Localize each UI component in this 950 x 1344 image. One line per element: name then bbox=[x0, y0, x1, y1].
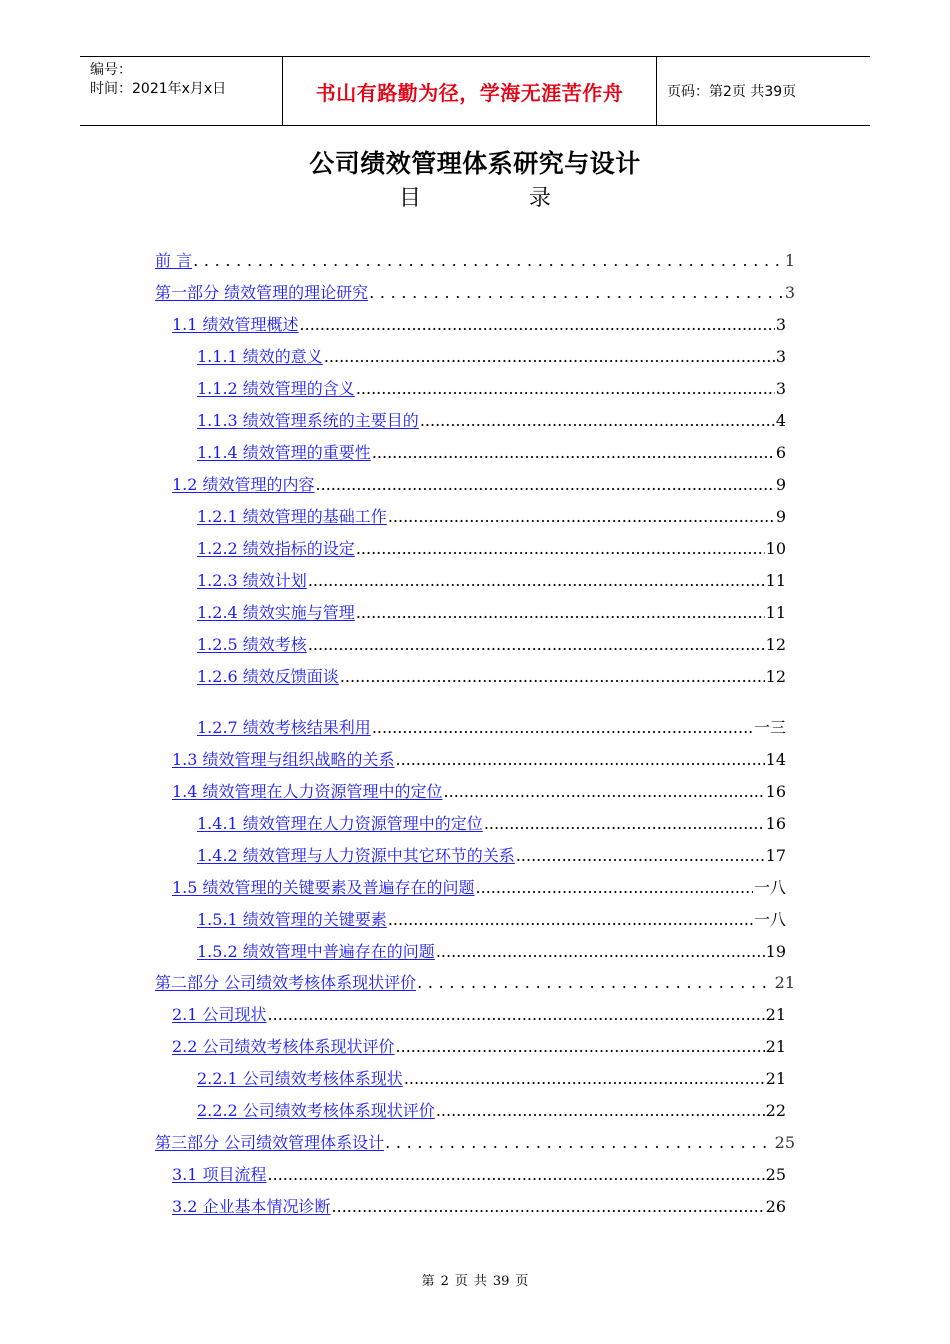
toc-entry[interactable] bbox=[197, 440, 786, 466]
toc-entry-page: 26 bbox=[765, 1197, 786, 1216]
toc-entry-link[interactable]: 1.1.3 绩效管理系统的主要目的 bbox=[197, 411, 419, 430]
toc-entry[interactable] bbox=[172, 779, 786, 805]
toc-heading-char-1: 目 bbox=[398, 186, 421, 211]
toc-entry-page: 10 bbox=[765, 539, 786, 558]
footer-text: 第 bbox=[421, 1274, 435, 1289]
toc-entry-page: 11 bbox=[765, 603, 786, 622]
toc-entry[interactable] bbox=[197, 344, 786, 370]
toc-entry[interactable] bbox=[197, 1098, 786, 1124]
toc-entry-link[interactable]: 1.2 绩效管理的内容 bbox=[172, 475, 315, 494]
toc-entry[interactable] bbox=[172, 1162, 786, 1188]
toc-entry-link[interactable]: 1.5.1 绩效管理的关键要素 bbox=[197, 910, 387, 929]
toc-entry-link[interactable]: 1.2.1 绩效管理的基础工作 bbox=[197, 507, 387, 526]
toc-entry-link[interactable]: 1.4.1 绩效管理在人力资源管理中的定位 bbox=[197, 814, 483, 833]
toc-entry-link[interactable]: 2.1 公司现状 bbox=[172, 1005, 267, 1024]
toc-entry-link[interactable]: 1.4 绩效管理在人力资源管理中的定位 bbox=[172, 782, 443, 801]
toc-entry-link[interactable]: 1.2.3 绩效计划 bbox=[197, 571, 307, 590]
toc-entry-link[interactable]: 2.2.1 公司绩效考核体系现状 bbox=[197, 1069, 403, 1088]
toc-entry[interactable] bbox=[197, 907, 786, 933]
toc-entry[interactable] bbox=[197, 376, 786, 402]
toc-entry-link[interactable]: 第三部分 公司绩效管理体系设计 bbox=[155, 1133, 385, 1152]
toc-entry-link[interactable]: 2.2 公司绩效考核体系现状评价 bbox=[172, 1037, 395, 1056]
toc-entry-page: 22 bbox=[765, 1101, 786, 1120]
toc-entry[interactable] bbox=[197, 632, 786, 658]
toc-entry-link[interactable]: 1.5 绩效管理的关键要素及普遍存在的问题 bbox=[172, 878, 475, 897]
toc-entry-page: 一八 bbox=[753, 910, 786, 929]
toc-entry-page: 17 bbox=[765, 846, 786, 865]
toc-heading-char-2: 录 bbox=[529, 186, 552, 211]
toc-entry[interactable] bbox=[197, 504, 786, 530]
toc-entry[interactable] bbox=[197, 939, 786, 965]
toc-entry-page: 4 bbox=[775, 411, 786, 430]
footer-text: 页 bbox=[454, 1274, 468, 1289]
footer-text: 共 bbox=[473, 1274, 487, 1289]
toc-entry-page: 3 bbox=[775, 315, 786, 334]
toc-entry[interactable] bbox=[172, 875, 786, 901]
toc-entry[interactable] bbox=[155, 970, 795, 996]
toc-entry-link[interactable]: 1.1.4 绩效管理的重要性 bbox=[197, 443, 371, 462]
toc-entry-page: 25 bbox=[765, 1165, 786, 1184]
toc-entry-link[interactable]: 第一部分 绩效管理的理论研究 bbox=[155, 283, 369, 302]
toc-entry-page: 21 bbox=[765, 1037, 786, 1056]
page-footer bbox=[0, 1270, 950, 1289]
document-title: 公司绩效管理体系研究与设计 bbox=[309, 149, 641, 178]
toc-entry-link[interactable]: 1.5.2 绩效管理中普遍存在的问题 bbox=[197, 942, 435, 961]
toc-entry-page: 11 bbox=[765, 571, 786, 590]
toc-entry[interactable] bbox=[197, 408, 786, 434]
toc-entry-link[interactable]: 2.2.2 公司绩效考核体系现状评价 bbox=[197, 1101, 435, 1120]
toc-entry[interactable] bbox=[197, 600, 786, 626]
toc-entry-link[interactable]: 1.2.5 绩效考核 bbox=[197, 635, 307, 654]
toc-entry-page: 12 bbox=[765, 667, 786, 686]
header-motto: 书山有路勤为径，学海无涯苦作舟 bbox=[282, 57, 657, 125]
toc-entry[interactable] bbox=[172, 747, 786, 773]
toc-entry-page: 25 bbox=[774, 1133, 795, 1152]
toc-entry[interactable] bbox=[197, 1066, 786, 1092]
toc-entry-link[interactable]: 1.2.4 绩效实施与管理 bbox=[197, 603, 355, 622]
toc-entry-link[interactable]: 1.4.2 绩效管理与人力资源中其它环节的关系 bbox=[197, 846, 515, 865]
toc-entry-link[interactable]: 1.2.2 绩效指标的设定 bbox=[197, 539, 355, 558]
footer-current-page: 2 bbox=[440, 1274, 449, 1289]
toc-entry-page: 19 bbox=[765, 942, 786, 961]
toc-entry-page: 3 bbox=[784, 283, 795, 302]
header-page-info: 页码：第2页 共39页 bbox=[667, 84, 797, 100]
toc-entry-page: 16 bbox=[765, 782, 786, 801]
toc-entry[interactable] bbox=[197, 664, 786, 690]
toc-entry-link[interactable]: 1.3 绩效管理与组织战略的关系 bbox=[172, 750, 395, 769]
toc-entry-page: 3 bbox=[775, 379, 786, 398]
toc-entry[interactable] bbox=[197, 811, 786, 837]
toc-entry-page: 12 bbox=[765, 635, 786, 654]
toc-entry[interactable] bbox=[197, 843, 786, 869]
doc-time-label: 时间：2021年x月x日 bbox=[90, 81, 227, 97]
footer-total-pages: 39 bbox=[492, 1274, 510, 1289]
toc-entry-page: 16 bbox=[765, 814, 786, 833]
toc-entry-link[interactable]: 1.2.6 绩效反馈面谈 bbox=[197, 667, 339, 686]
header-meta bbox=[80, 57, 282, 125]
toc-entry-link[interactable]: 3.1 项目流程 bbox=[172, 1165, 267, 1184]
doc-number-label: 编号： bbox=[90, 62, 132, 78]
toc-entry-page: 一八 bbox=[753, 878, 786, 897]
toc-entry-page: 21 bbox=[765, 1005, 786, 1024]
toc-entry-page: 21 bbox=[765, 1069, 786, 1088]
toc-entry-page: 1 bbox=[784, 251, 795, 270]
toc-entry[interactable] bbox=[172, 472, 786, 498]
toc-entry-page: 21 bbox=[774, 973, 795, 992]
toc-entry[interactable] bbox=[155, 280, 795, 306]
toc-entry-page: 6 bbox=[775, 443, 786, 462]
toc-entry[interactable] bbox=[197, 568, 786, 594]
toc-entry-page: 3 bbox=[775, 347, 786, 366]
toc-entry-page: 14 bbox=[765, 750, 786, 769]
toc-heading bbox=[0, 181, 950, 212]
toc-entry-link[interactable]: 1.1 绩效管理概述 bbox=[172, 315, 299, 334]
toc-entry-link[interactable]: 1.2.7 绩效考核结果利用 bbox=[197, 718, 371, 737]
toc-entry[interactable] bbox=[155, 1130, 795, 1156]
toc-entry[interactable] bbox=[172, 1002, 786, 1028]
toc-entry-page: 一三 bbox=[753, 718, 786, 737]
toc-entry[interactable] bbox=[172, 312, 786, 338]
toc-entry-link[interactable]: 第二部分 公司绩效考核体系现状评价 bbox=[155, 973, 417, 992]
footer-text: 页 bbox=[515, 1274, 529, 1289]
toc-entry[interactable] bbox=[197, 536, 786, 562]
toc-entry-link[interactable]: 1.1.1 绩效的意义 bbox=[197, 347, 323, 366]
toc-entry[interactable] bbox=[172, 1194, 786, 1220]
toc-entry[interactable] bbox=[197, 715, 786, 741]
toc-entry-link[interactable]: 1.1.2 绩效管理的含义 bbox=[197, 379, 355, 398]
toc-entry[interactable] bbox=[155, 248, 795, 274]
page-header bbox=[80, 56, 870, 126]
toc-entry-link[interactable]: 3.2 企业基本情况诊断 bbox=[172, 1197, 331, 1216]
toc-entry[interactable] bbox=[172, 1034, 786, 1060]
toc-entry-page: 9 bbox=[775, 475, 786, 494]
toc-entry-link[interactable]: 前 言 bbox=[155, 251, 193, 270]
toc-entry-page: 9 bbox=[775, 507, 786, 526]
